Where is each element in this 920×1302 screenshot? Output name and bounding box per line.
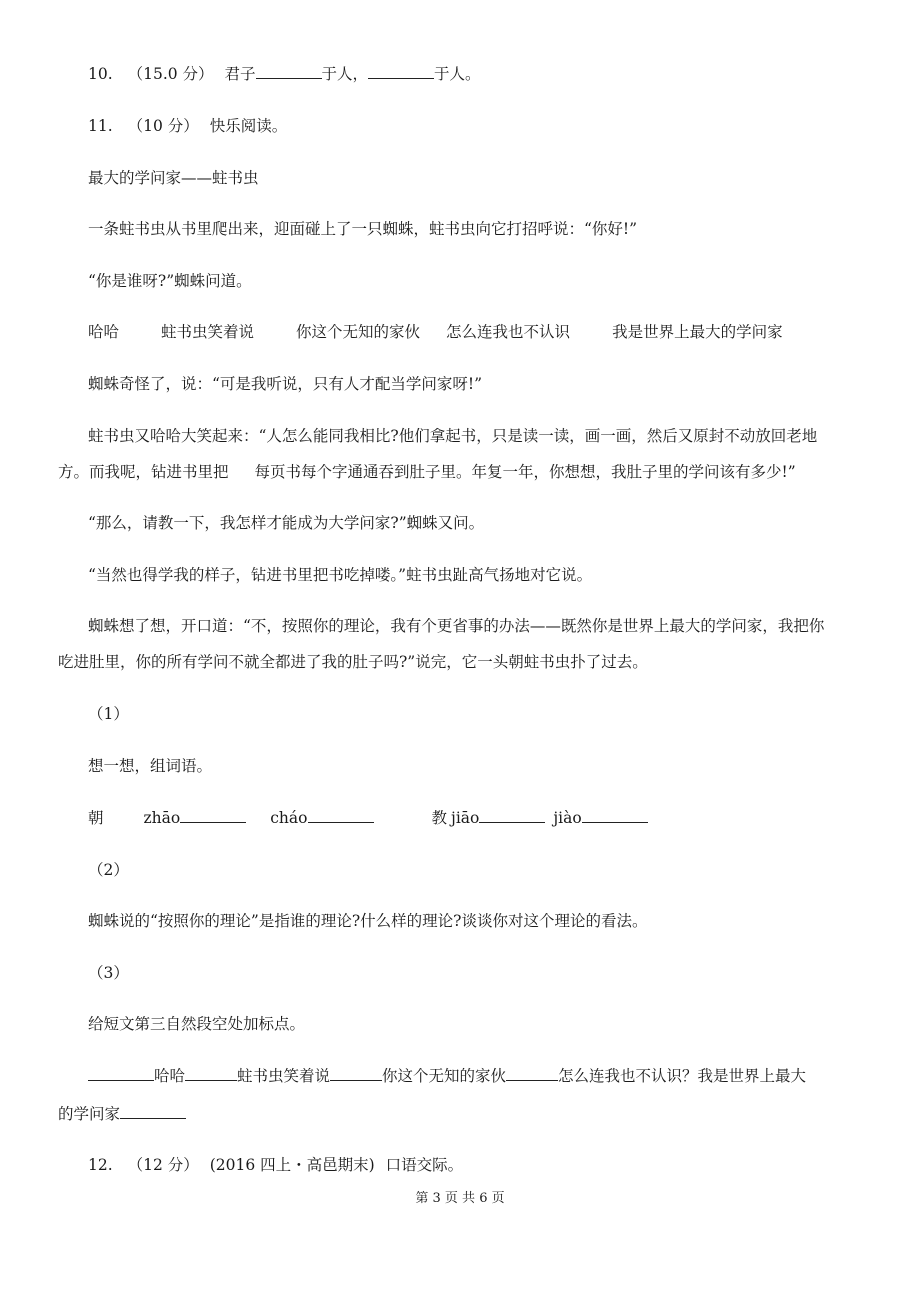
question-number: 10. xyxy=(88,65,113,83)
question-score: （15.0 分） xyxy=(127,65,214,83)
answer-blank[interactable] xyxy=(479,808,545,823)
story-paragraph: 蜘蛛奇怪了，说：“可是我听说，只有人才配当学问家呀!” xyxy=(88,375,483,393)
question-11 xyxy=(88,116,287,136)
character: 教 xyxy=(431,809,448,827)
punctuation-answer-line-2 xyxy=(58,1104,186,1124)
para-part: 哈哈 xyxy=(154,1067,186,1085)
answer-blank[interactable] xyxy=(308,808,374,823)
question-text: 口语交际。 xyxy=(385,1156,464,1174)
question-source: (2016 四上・高邑期末) xyxy=(209,1156,375,1174)
sub-question-1-prompt: 想一想，组词语。 xyxy=(88,757,213,775)
pinyin: jiāo xyxy=(451,809,480,827)
answer-blank[interactable] xyxy=(256,64,322,79)
answer-blank[interactable] xyxy=(185,1066,237,1081)
answer-blank[interactable] xyxy=(582,808,648,823)
page-footer: 第 3 页 共 6 页 xyxy=(415,1191,505,1206)
story-paragraph: 一条蛀书虫从书里爬出来，迎面碰上了一只蜘蛛，蛀书虫向它打招呼说：“你好!” xyxy=(88,220,638,238)
story-paragraph: “那么，请教一下，我怎样才能成为大学问家?”蜘蛛又问。 xyxy=(88,514,485,532)
para-part: 哈哈 xyxy=(88,323,120,341)
question-number: 12. xyxy=(88,1156,113,1174)
sub-question-2-label: （2） xyxy=(88,861,129,879)
para-part: 怎么连我也不认识？我是世界上最大 xyxy=(558,1067,807,1085)
answer-blank[interactable] xyxy=(330,1066,382,1081)
sub-question-3-label: （3） xyxy=(88,964,129,982)
para-part: 我是世界上最大的学问家 xyxy=(612,323,783,341)
question-score: （12 分） xyxy=(127,1156,199,1174)
story-paragraph-cont xyxy=(58,462,796,482)
question-10 xyxy=(88,64,481,84)
sub-question-3-prompt: 给短文第三自然段空处加标点。 xyxy=(88,1015,306,1033)
question-score: （10 分） xyxy=(127,117,199,135)
question-text: 君子 xyxy=(224,65,256,83)
question-text: 于人。 xyxy=(434,65,481,83)
para-part: 蛀书虫笑着说 xyxy=(237,1067,331,1085)
para-part: 方。而我呢，钻进书里把 xyxy=(58,463,229,481)
pinyin: jiào xyxy=(553,809,582,827)
question-number: 11. xyxy=(88,117,113,135)
answer-blank[interactable] xyxy=(180,808,246,823)
question-12 xyxy=(88,1155,463,1175)
story-paragraph-3 xyxy=(88,322,783,342)
question-instruction: 快乐阅读。 xyxy=(209,117,288,135)
para-part: 你这个无知的家伙 xyxy=(296,323,421,341)
answer-blank[interactable] xyxy=(368,64,434,79)
story-paragraph: 蛀书虫又哈哈大笑起来：“人怎么能同我相比?他们拿起书，只是读一读，画一画，然后又原封不动放回老地 xyxy=(88,427,818,445)
para-part: 的学问家 xyxy=(58,1105,121,1123)
para-part: 每页书每个字通通吞到肚子里。年复一年，你想想，我肚子里的学问该有多少!” xyxy=(254,463,796,481)
question-text: 于人， xyxy=(321,65,369,83)
story-paragraph: “当然也得学我的样子，钻进书里把书吃掉喽。”蛀书虫趾高气扬地对它说。 xyxy=(88,566,593,584)
para-part: 蛀书虫笑着说 xyxy=(161,323,255,341)
sub-question-1-label: （1） xyxy=(88,705,129,723)
answer-blank[interactable] xyxy=(88,1066,154,1081)
pinyin: cháo xyxy=(270,809,308,827)
pinyin: zhāo xyxy=(143,809,181,827)
character: 朝 xyxy=(88,809,104,827)
answer-blank[interactable] xyxy=(120,1104,186,1119)
answer-blank[interactable] xyxy=(506,1066,558,1081)
para-part: 你这个无知的家伙 xyxy=(382,1067,507,1085)
sub-question-2-prompt: 蜘蛛说的“按照你的理论”是指谁的理论?什么样的理论?谈谈你对这个理论的看法。 xyxy=(88,912,648,930)
story-paragraph-cont: 吃进肚里，你的所有学问不就全都进了我的肚子吗?”说完，它一头朝蛀书虫扑了过去。 xyxy=(58,653,648,671)
story-paragraph: “你是谁呀?”蜘蛛问道。 xyxy=(88,272,252,290)
para-part: 怎么连我也不认识 xyxy=(446,323,571,341)
story-paragraph: 蜘蛛想了想，开口道：“不，按照你的理论，我有个更省事的办法——既然你是世界上最大的学问家，我把你 xyxy=(88,617,825,635)
word-group-row xyxy=(88,808,648,828)
punctuation-answer-line xyxy=(88,1066,806,1086)
story-title: 最大的学问家——蛀书虫 xyxy=(88,169,259,187)
